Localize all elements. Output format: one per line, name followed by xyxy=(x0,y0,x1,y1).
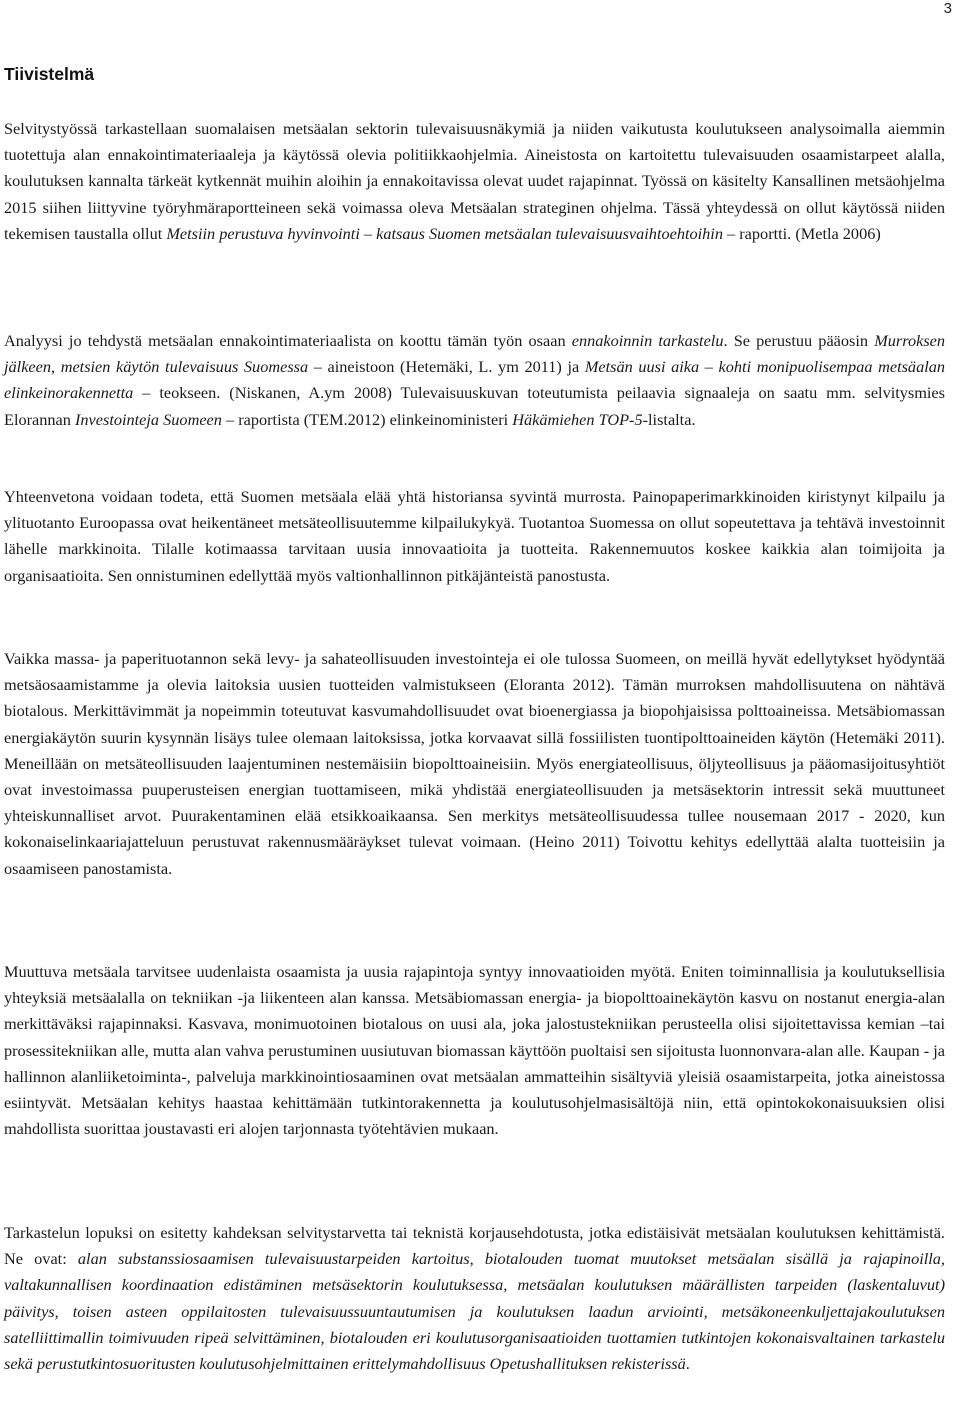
text-segment: Analyysi jo tehdystä metsäalan ennakointimateriaalista on koottu tämän työn osaan xyxy=(4,331,572,350)
text-segment: – raportista (TEM.2012) elinkeinoministeri xyxy=(221,409,513,429)
italic-source-title: Investointeja Suomeen xyxy=(74,409,222,429)
italic-source-title: Murroksen jälkeen, metsien käytön tulevaisuus Suomessa xyxy=(4,331,946,377)
text-segment: Tarkastelun lopuksi on esitetty kahdeksan selvitystarvetta tai teknistä korjausehdotusta, jotka edistäisivät metsäalan koulutuksen kehittämistä. Ne ovat: xyxy=(4,1223,945,1269)
paragraph-bioeconomy xyxy=(4,646,945,882)
paragraph-summary-intro xyxy=(4,116,945,247)
text-segment: – aineistoon (Hetemäki, L. ym 2011) ja xyxy=(308,357,585,377)
paragraph-competence-needs xyxy=(4,959,945,1142)
page-title: Tiivistelmä xyxy=(4,64,95,84)
text-segment: -listalta. xyxy=(642,409,696,429)
paragraph-proposals xyxy=(4,1220,945,1377)
page-number: 3 xyxy=(943,0,952,17)
text-segment: Selvitystyössä tarkastellaan suomalaisen metsäalan sektorin tulevaisuusnäkymiä ja niiden vaikutusta koulutukseen analysoimalla aiemmin tuotettuja alan ennakointimateriaaleja ja käytössä olevia politiikkaohjelmia. Aineistosta on kartoitettu tulevaisuuden osaamistarpeet alalla, koulutuksen kannalta tärkeät kytkennät muihin aloihin ja ennakoitavissa olevat uudet rajapinnat. Työssä on käsitelty Kansallinen metsäohjelma 2015 siihen liittyvine työryhmäraportteineen sekä voimassa oleva Metsäalan strateginen ohjelma. Tässä yhteydessä on ollut käytössä niiden tekemisen taustalla ollut xyxy=(4,119,945,243)
text-segment: – raportti. (Metla 2006) xyxy=(722,223,881,243)
paragraph-conclusion xyxy=(4,484,945,589)
italic-report-title: Metsiin perustuva hyvinvointi – katsaus Suomen metsäalan tulevaisuusvaihtoehtoihin xyxy=(166,223,723,243)
text-segment: Yhteenvetona voidaan todeta, että Suomen metsäala elää yhtä historiansa syvintä murrosta. Painopaperimarkkinoiden kiristynyt kilpailu ja ylituotanto Euroopassa ovat heikentäneet metsäteollisuutemme kilpailukykyä. Tuotantoa Suomessa on ollut sopeutettava ja tehtävä investoinnit lähelle markkinoita. Tilalle kotimaassa tarvitaan uusia innovaatioita ja tuotteita. Rakennemuutos koskee kaikkia alan toimijoita ja organisaatioita. Sen onnistuminen edellyttää myös valtionhallinnon pitkäjänteistä panostusta. xyxy=(4,487,945,585)
document-body xyxy=(4,0,945,1410)
text-segment: Muuttuva metsäala tarvitsee uudenlaista osaamista ja uusia rajapintoja syntyy innovaatioiden myötä. Eniten toiminnallisia ja koulutuksellisia yhteyksiä metsäalalla on tekniikan -ja liikenteen alan kanssa. Metsäbiomassan energia- ja biopolttoainekäytön kasvu on nostanut energia-alan merkittäväksi rajapinnaksi. Kasvava, monimuotoinen biotalous on uusi ala, joka jalostustekniikan perusteella olisi sijoitettavissa kemian –tai prosessitekniikan alle, mutta alan vahva perustuminen uusiutuvan biomassan käyttöön puoltaisi sen sijoitusta luonnonvara-alan alle. Kaupan - ja hallinnon alanliiketoiminta-, palveluja markkinointiosaaminen ovat metsäalan ammatteihin sisältyviä yleisiä osaamistarpeita, jotka aineistossa esiintyvät. Metsäalan kehitys haastaa kehittämään tutkintorakennetta ja koulutusohjelmasisältöjä niin, että opintokokonaisuuksien olisi mahdollista suorittaa joustavasti eri alojen tarjonnasta työtehtävien mukaan. xyxy=(4,962,945,1139)
italic-source-title: Metsän uusi aika – kohti monipuolisempaa metsäalan elinkeinorakennetta xyxy=(4,357,946,403)
paragraph-analysis xyxy=(4,328,945,433)
text-segment: . xyxy=(685,1354,690,1374)
italic-proposal-list: alan substanssiosaamisen tulevaisuustarpeiden kartoitus, biotalouden tuomat muutokset metsäalan sisällä ja rajapinoilla, valtakunnallisen koordinaation edistäminen metsäsektorin koulutuksessa, metsäalan koulutuksen määrällisten tarpeiden (laskentaluvut) päivitys, toisen asteen oppilaitosten tulevaisuussuuntautumisen ja koulutuksen laadun arviointi, metsäkoneenkuljettajakoulutuksen satelliittimallin toimivuuden ripeä selvittäminen, biotalouden eri koulutusorganisaatioiden tuottamien tutkintojen kokonaisvaltainen tarkastelu sekä perustutkintosuoritusten koulutusohjelmittainen erittelymahdollisuus Opetushallituksen rekisterissä xyxy=(4,1249,945,1374)
text-segment: . Se perustuu pääosin xyxy=(723,331,875,350)
text-segment: – teokseen. (Niskanen, A.ym 2008) Tulevaisuuskuvan toteutumista peilaavia signaaleja on saatu mm. selvitysmies Elorannan xyxy=(4,383,945,429)
italic-term: ennakoinnin tarkastelu xyxy=(571,331,724,350)
italic-source-title: Häkämiehen TOP-5 xyxy=(512,409,643,429)
text-segment: Vaikka massa- ja paperituotannon sekä levy- ja sahateollisuuden investointeja ei ole tulossa Suomeen, on meillä hyvät edellytykset hyödyntää metsäosaamistamme ja olevia laitoksia uusien tuotteiden valmistukseen (Eloranta 2012). Tämän murroksen mahdollisuutena on nähtävä biotalous. Merkittävimmät ja nopeimmin toteutuvat kasvumahdollisuudet ovat bioenergiassa ja biopohjaisissa polttoaineissa. Metsäbiomassan energiakäytön suurin kysynnän lisäys tulee olemaan laitoksissa, jotka korvaavat sillä fossiilisten tuontipolttoaineiden käytön (Hetemäki 2011). Meneillään on metsäteollisuuden laajentuminen nestemäisiin biopolttoaineisiin. Myös energiateollisuus, öljyteollisuus ja pääomasijoitusyhtiöt ovat investoimassa puuperusteisen energian tuottamiseen, mikä yhdistää energiateollisuuden ja metsäsektorin intressit sekä muuttuneet yhteiskunnalliset arvot. Puurakentaminen elää etsikkoaikaansa. Sen merkitys metsäteollisuudessa tullee nousemaan 2017 - 2020, kun kokonaiselinkaariajatteluun perustuvat rakennusmääräykset tulevat voimaan. (Heino 2011) Toivottu kehitys edellyttää alalta tuotteisiin ja osaamiseen panostamista. xyxy=(4,649,945,878)
